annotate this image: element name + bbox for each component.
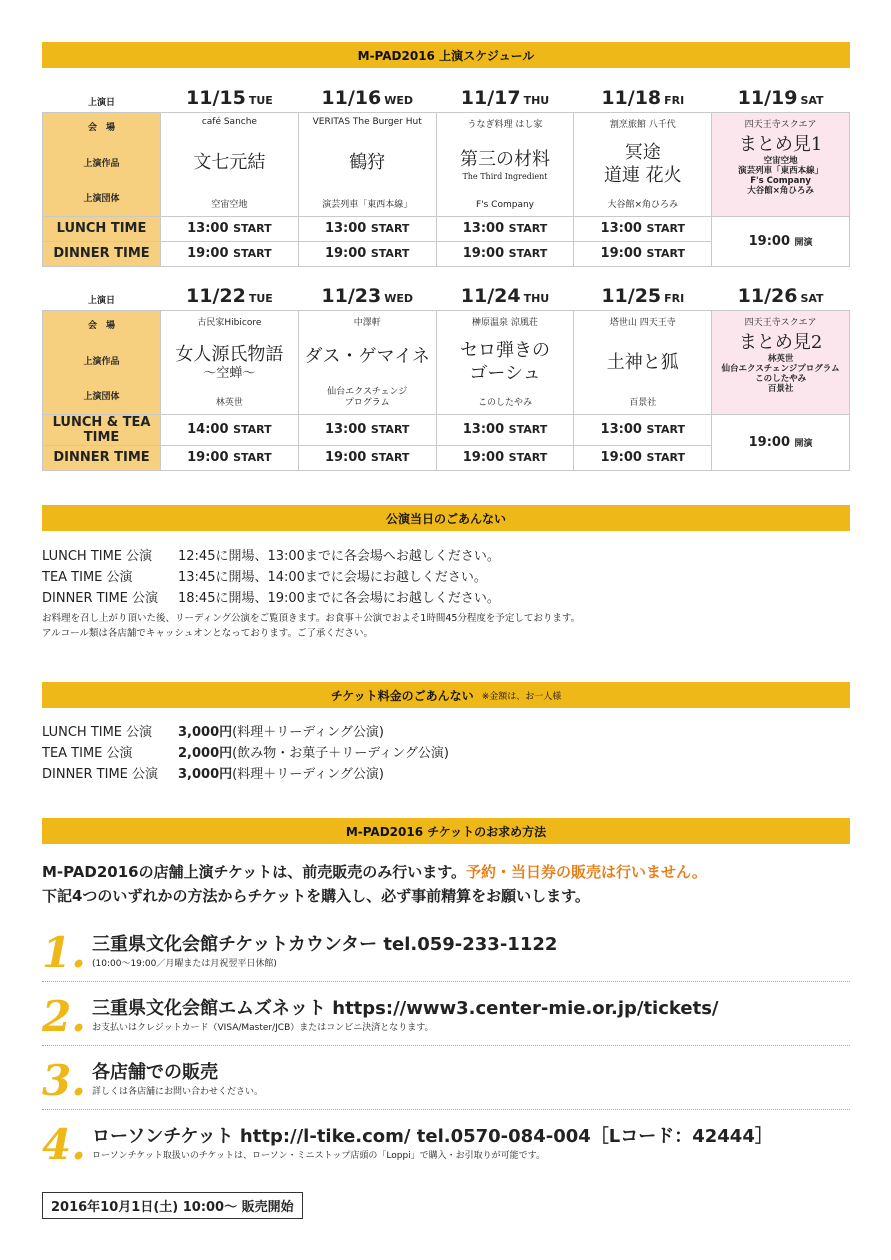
price-row: DINNER TIME 公演 3,000円 (料理＋リーディング公演) — [42, 767, 384, 782]
venue: 榊原温泉 涼風荘 — [472, 317, 538, 328]
guide-row: TEA TIME 公演 13:45に開場、14:00までに会場にお越しください。 — [42, 570, 487, 585]
venue: café Sanche — [201, 116, 257, 127]
method-number: 1. — [42, 928, 86, 977]
troupe: 百景社 — [629, 398, 657, 409]
sales-start: 2016年10月1日(土) 10:00〜 販売開始 — [42, 1192, 303, 1219]
schedule-week1: 上演日 11/15 TUE 11/16 WED 11/17 THU 11/18 FRI 11/19 SAT 会 場 上演作品 上演団体 café Sanche 文七元結 空宙空地 VERITAS The Burger Hut 鶴狩 演芸列車「東西本線」 うなぎ料理 はし家 第三の材料 The Third Ingredient F's Company 割烹旅館 八千代 冥途 道連 花火 大谷館×角ひろみ 四天王寺スクエア まとめ見1 空宙空地 演芸列車「東西本線」 F's Company 大谷館×角ひろみ LUNCH TIME 13:00 START 13:00 START 13:00 START 13:00 START 19:00 開演 DINNER TIME 19:00 START 19:00 START 19:00 START 19:00 START — [42, 72, 850, 267]
venue: 塔世山 四天王寺 — [609, 317, 676, 328]
work-title-2: 道連 花火 — [603, 164, 682, 186]
schedule-week2: 上演日 11/22 TUE 11/23 WED 11/24 THU 11/25 FRI 11/26 SAT 会 場 上演作品 上演団体 古民家Hibicore 女人源氏物語 〜空蝉〜 林英世 中澤軒 ダス・ゲマイネ 仙台エクスチェンジ プログラム 榊原温泉 涼風荘 セロ弾きの ゴーシュ このしたやみ 塔世山 四天王寺 土神と狐 百景社 四天王寺スクエア まとめ見2 林英世 仙台エクスチェンジプログラム このしたやみ 百景社 LUNCH & TEA TIME 14:00 START 13:00 START 13:00 START 13:00 START 19:00 開演 DINNER TIME 19:00 START 19:00 START 19:00 START 19:00 START — [42, 270, 850, 471]
venue: 四天王寺スクエア — [744, 119, 817, 130]
method-title[interactable]: 三重県文化会館チケットカウンター tel.059-233-1122 — [92, 934, 558, 955]
performance-cell — [574, 310, 712, 414]
venue: 中澤軒 — [353, 317, 381, 328]
weekday: FRI — [664, 291, 685, 305]
method-title[interactable]: ローソンチケット http://l-tike.com/ tel.0570-084-004［Lコード：42444］ — [92, 1126, 773, 1147]
row-labels: 会 場 上演作品 上演団体 — [43, 112, 161, 216]
work-title: まとめ見2 — [738, 331, 823, 353]
date: 11/26 — [737, 284, 798, 307]
troupe: 空宙空地 — [211, 200, 248, 211]
method-note: 詳しくは各店舗にお問い合わせください。 — [92, 1087, 264, 1097]
performance-cell — [161, 310, 299, 414]
method-note: ローソンチケット取扱いのチケットは、ローソン・ミニストップ店頭の「Loppi」で購入・お引取りが可能です。 — [92, 1151, 545, 1161]
schedule-banner — [42, 42, 850, 68]
work-title: 鶴狩 — [349, 152, 386, 174]
method-3 — [42, 1052, 850, 1110]
date: 11/17 — [460, 86, 521, 109]
date: 11/18 — [601, 86, 662, 109]
venue: VERITAS The Burger Hut — [312, 116, 422, 127]
work-title: セロ弾きの — [459, 340, 550, 362]
guide-title: 公演当日のごあんない — [385, 511, 506, 526]
weekday: WED — [384, 93, 413, 107]
method-4 — [42, 1116, 850, 1174]
troupe: 仙台エクスチェンジ — [327, 387, 408, 397]
method-note: お支払いはクレジットカード（VISA/Master/JCB）またはコンビニ決済となります。 — [92, 1023, 434, 1033]
summary-troupes: 空宙空地 演芸列車「東西本線」 F's Company 大谷館×角ひろみ — [738, 155, 824, 197]
work-title: まとめ見1 — [738, 133, 823, 155]
price-banner — [42, 682, 850, 708]
performance-cell — [436, 112, 574, 216]
evening-time: 19:00 開演 — [712, 414, 850, 470]
method-number: 4. — [42, 1120, 86, 1169]
guide-note: アルコール類は各店舗でキャッシュオンとなっております。ご了承ください。 — [42, 628, 373, 640]
performance-cell — [161, 112, 299, 216]
weekday: FRI — [664, 93, 685, 107]
performance-cell — [298, 112, 436, 216]
work-subtitle: The Third Ingredient — [462, 171, 548, 181]
price-note: ※金額は、お一人様 — [481, 691, 562, 702]
date: 11/22 — [186, 284, 246, 307]
venue: 古民家Hibicore — [197, 317, 262, 328]
performance-cell — [574, 112, 712, 216]
price-row: LUNCH TIME 公演 3,000円 (料理＋リーディング公演) — [42, 725, 384, 740]
weekday: THU — [523, 291, 550, 305]
summary-cell — [712, 112, 850, 216]
troupe: 林英世 — [215, 398, 243, 409]
dinner-label: DINNER TIME — [43, 241, 161, 266]
method-title: 各店舗での販売 — [92, 1062, 218, 1083]
work-title: 文七元結 — [193, 152, 266, 174]
work-subtitle: 〜空蝉〜 — [203, 366, 256, 381]
method-1 — [42, 924, 850, 982]
venue: 四天王寺スクエア — [744, 317, 817, 328]
guide-section — [42, 544, 580, 641]
troupe: 大谷館×角ひろみ — [607, 200, 679, 211]
summary-cell — [712, 310, 850, 414]
method-note: (10:00〜19:00／月曜または月祝翌平日休館) — [92, 959, 277, 969]
weekday: TUE — [248, 291, 273, 305]
price-row: TEA TIME 公演 2,000円 (飲み物・お菓子＋リーディング公演) — [42, 746, 449, 761]
method-number: 2. — [42, 992, 86, 1041]
date: 11/25 — [601, 284, 662, 307]
work-title: ダス・ゲマイネ — [304, 346, 430, 367]
weekday: TUE — [248, 93, 273, 107]
weekday: WED — [384, 291, 413, 305]
purchase-banner — [42, 818, 850, 844]
work-title: 土神と狐 — [606, 351, 679, 373]
troupe: 演芸列車「東西本線」 — [322, 200, 413, 211]
purchase-intro: M-PAD2016の店舗上演チケットは、前売販売のみ行います。予約・当日券の販売は行いません。 下記4つのいずれかの方法からチケットを購入し、必ず事前精算をお願いします。 — [42, 863, 707, 905]
troupe: F's Company — [475, 200, 534, 211]
date-label: 上演日 — [87, 97, 115, 108]
date: 11/15 — [186, 86, 246, 109]
troupe: このしたやみ — [477, 398, 532, 409]
date: 11/23 — [321, 284, 382, 307]
lunch-label: LUNCH TIME — [43, 216, 161, 241]
venue: 割烹旅館 八千代 — [609, 119, 676, 130]
method-number: 3. — [42, 1056, 86, 1105]
weekday: SAT — [800, 93, 824, 107]
work-title: 第三の材料 — [459, 149, 550, 171]
method-title[interactable]: 三重県文化会館エムズネット https://www3.center-mie.or.jp/tickets/ — [92, 998, 719, 1019]
lunch-tea-label: LUNCH & TEA TIME — [43, 414, 161, 445]
price-section — [42, 720, 449, 783]
schedule-title: M-PAD2016 上演スケジュール — [357, 48, 535, 63]
row-labels: 会 場 上演作品 上演団体 — [43, 310, 161, 414]
method-2 — [42, 988, 850, 1046]
guide-note: お料理を召し上がり頂いた後、リーディング公演をご覧頂きます。お食事＋公演でおよそ1時間45分程度を予定しております。 — [42, 613, 581, 624]
evening-time: 19:00 開演 — [712, 216, 850, 266]
dinner-label: DINNER TIME — [43, 445, 161, 470]
guide-banner — [42, 505, 850, 531]
date: 11/16 — [321, 86, 382, 109]
guide-row: DINNER TIME 公演 18:45に開場、19:00までに各会場にお越しください。 — [42, 591, 500, 606]
work-title-2: ゴーシュ — [469, 362, 541, 384]
performance-cell — [436, 310, 574, 414]
weekday: SAT — [800, 291, 824, 305]
date: 11/24 — [460, 284, 521, 307]
work-title: 冥途 — [624, 142, 661, 164]
venue: うなぎ料理 はし家 — [467, 119, 543, 130]
date: 11/19 — [737, 86, 798, 109]
summary-troupes: 林英世 仙台エクスチェンジプログラム このしたやみ 百景社 — [721, 353, 840, 395]
performance-cell: 中澤軒 ダス・ゲマイネ 仙台エクスチェンジ プログラム — [298, 310, 436, 414]
guide-row: LUNCH TIME 公演 12:45に開場、13:00までに各会場へお越しください。 — [42, 549, 500, 564]
work-title: 女人源氏物語 — [175, 343, 284, 365]
weekday: THU — [523, 93, 550, 107]
price-title: チケット料金のごあんない — [330, 688, 474, 703]
purchase-title: M-PAD2016 チケットのお求め方法 — [345, 824, 547, 839]
